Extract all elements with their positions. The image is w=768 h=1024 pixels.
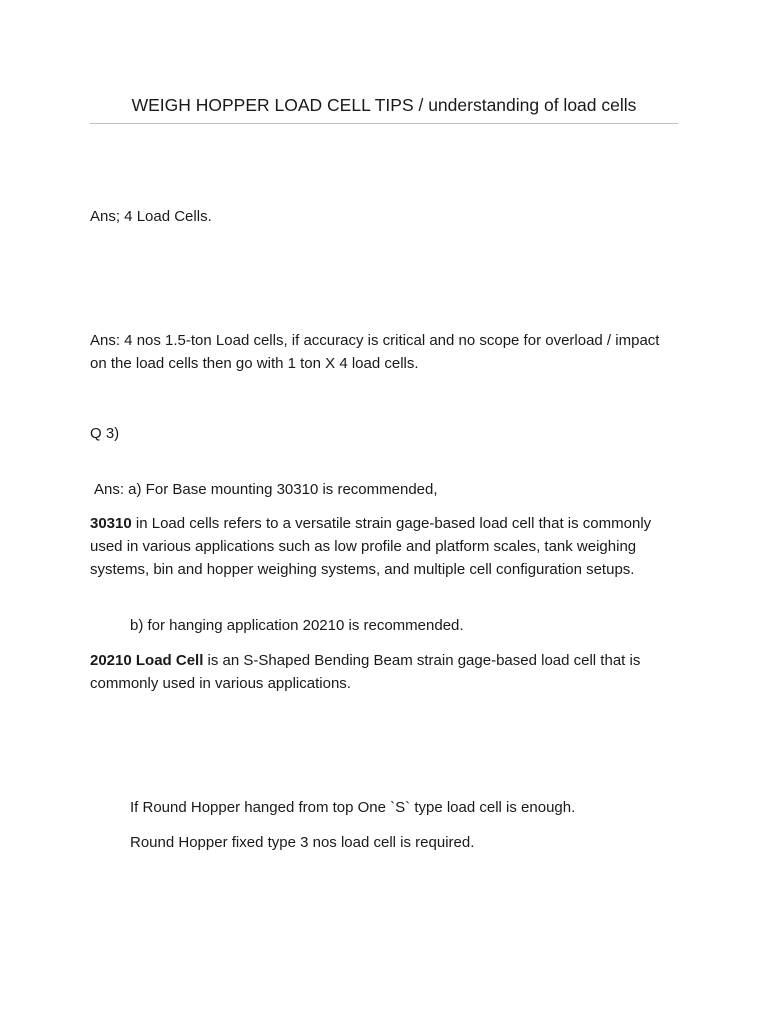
note-round-hopper-fixed: Round Hopper fixed type 3 nos load cell is required.	[130, 834, 475, 851]
description-30310: in Load cells refers to a versatile strain gage-based load cell that is commonly used in various applications such as low profile and platform scales, tank weighing systems, bin and hopper weighing systems, and multiple cell configuration setups.	[90, 515, 652, 578]
term-30310: 30310	[90, 515, 132, 532]
paragraph-30310	[90, 512, 680, 581]
paragraph-20210	[90, 649, 680, 695]
description-20210: is an S-Shaped Bending Beam strain gage-based load cell that is commonly used in various applications.	[90, 652, 641, 692]
question-3-label: Q 3)	[90, 425, 120, 442]
term-20210: 20210 Load Cell	[90, 652, 204, 669]
answer-1: Ans; 4 Load Cells.	[90, 208, 212, 225]
answer-3b: b) for hanging application 20210 is recommended.	[130, 617, 464, 634]
answer-2: Ans: 4 nos 1.5-ton Load cells, if accuracy is critical and no scope for overload / impact on the load cells then go with 1 ton X 4 load cells.	[90, 332, 660, 372]
title-underline	[90, 123, 678, 124]
answer-3a: Ans: a) For Base mounting 30310 is recommended,	[94, 481, 438, 498]
note-round-hopper-hanged: If Round Hopper hanged from top One `S` type load cell is enough.	[130, 799, 576, 816]
document-title: WEIGH HOPPER LOAD CELL TIPS / understanding of load cells	[131, 95, 637, 115]
